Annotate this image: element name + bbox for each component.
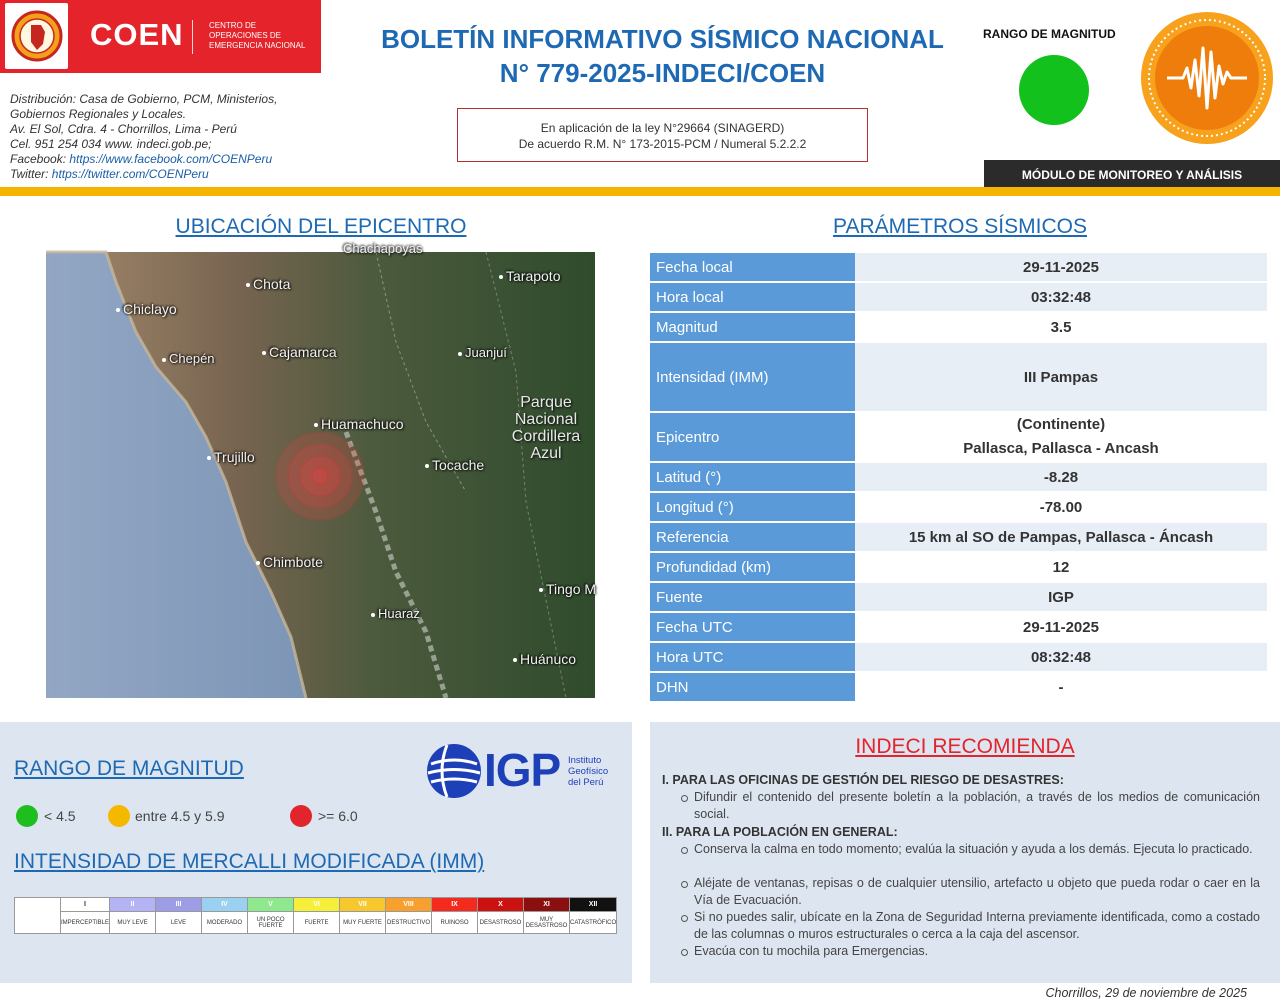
param-value: 15 km al SO de Pampas, Pallasca - Áncash — [855, 523, 1267, 551]
mercalli-desc-9: RUINOSO — [432, 912, 478, 934]
table-row — [650, 523, 1267, 551]
param-value: III Pampas — [855, 343, 1267, 411]
map-label-park: Parque Nacional Cordillera Azul — [511, 394, 581, 462]
logo-divider — [192, 20, 193, 54]
peru-emblem-logo — [5, 3, 68, 69]
magnitude-indicator — [1019, 55, 1089, 125]
param-value: 29-11-2025 — [855, 253, 1267, 281]
param-value: 03:32:48 — [855, 283, 1267, 311]
param-label: Hora local — [650, 283, 855, 311]
param-label: Hora UTC — [650, 643, 855, 671]
param-value: 3.5 — [855, 313, 1267, 341]
mercalli-grade-2: II — [110, 898, 156, 912]
mercalli-grade-3: III — [156, 898, 202, 912]
param-label: Referencia — [650, 523, 855, 551]
table-row — [650, 343, 1267, 411]
param-label: Fuente — [650, 583, 855, 611]
param-label: Epicentro — [650, 413, 855, 461]
param-label: Profundidad (km) — [650, 553, 855, 581]
table-row — [650, 313, 1267, 341]
mercalli-desc-10: DESASTROSO — [478, 912, 524, 934]
param-label: Fecha local — [650, 253, 855, 281]
twitter-link[interactable]: https://twitter.com/COENPeru — [51, 167, 209, 181]
legend-low-label: < 4.5 — [44, 808, 76, 824]
imm-legend-title: INTENSIDAD DE MERCALLI MODIFICADA (IMM) — [14, 850, 485, 873]
mercalli-desc-2: MUY LEVE — [110, 912, 156, 934]
footer-date: Chorrillos, 29 de noviembre de 2025 — [1045, 986, 1247, 1000]
list-item: Aléjate de ventanas, repisas o de cualquier utensilio, artefacto u objeto que pueda rodar o caer en la Vía de Evacuación. — [694, 876, 1260, 907]
param-value: (Continente) Pallasca, Pallasca - Ancash — [855, 413, 1267, 461]
table-row — [650, 613, 1267, 641]
legal-reference-box: En aplicación de la ley N°29664 (SINAGERD) De acuerdo R.M. N° 173-2015-PCM / Numeral 5.2.2.2 — [457, 108, 868, 162]
param-label: Magnitud — [650, 313, 855, 341]
globe-icon — [425, 742, 485, 800]
map-label-tocache: Tocache — [425, 457, 484, 473]
list-item: Si no puedes salir, ubícate en la Zona de Seguridad Interna previamente identificada, como a costado de las columnas o muros estructurales o cerca a la caja del ascensor. — [694, 910, 1260, 941]
legend-high-label: >= 6.0 — [318, 808, 358, 824]
map-label-chota: Chota — [246, 276, 290, 292]
param-value: IGP — [855, 583, 1267, 611]
mercalli-desc-7: MUY FUERTE — [340, 912, 386, 934]
header-divider-band — [0, 187, 1280, 196]
param-label: Intensidad (IMM) — [650, 343, 855, 411]
mercalli-grade-1: I — [61, 898, 110, 912]
mercalli-desc-5: UN POCO FUERTE — [248, 912, 294, 934]
map-label-tarapoto: Tarapoto — [499, 268, 560, 284]
table-row — [650, 583, 1267, 611]
magnitude-legend-title: RANGO DE MAGNITUD — [14, 757, 244, 780]
map-terrain — [46, 252, 595, 698]
recommendations-title: INDECI RECOMIENDA — [855, 735, 1075, 758]
mercalli-grade-8: VIII — [386, 898, 432, 912]
mercalli-grade-7: VII — [340, 898, 386, 912]
param-label: DHN — [650, 673, 855, 701]
bulletin-number: N° 779-2025-INDECI/COEN — [499, 58, 826, 88]
map-label-chepen: Chepén — [162, 351, 215, 366]
map-label-juanjui: Juanjuí — [458, 345, 507, 360]
mercalli-desc-3: LEVE — [156, 912, 202, 934]
yellow-dot-icon — [108, 805, 130, 827]
mercalli-desc-12: CATASTRÓFICO — [570, 912, 617, 934]
mercalli-scale-table — [14, 897, 617, 934]
mercalli-grade-12: XII — [570, 898, 617, 912]
table-row — [650, 493, 1267, 521]
mercalli-desc-6: FUERTE — [294, 912, 340, 934]
table-row — [650, 643, 1267, 671]
igp-logo: IGP Instituto Geofísico del Perú — [425, 742, 615, 800]
table-row — [650, 673, 1267, 701]
param-value: 12 — [855, 553, 1267, 581]
table-row — [650, 253, 1267, 281]
bulletin-title: BOLETÍN INFORMATIVO SÍSMICO NACIONAL — [381, 24, 944, 54]
seismic-parameters-table — [650, 251, 1267, 703]
mercalli-desc-4: MODERADO — [202, 912, 248, 934]
mercalli-grade-6: VI — [294, 898, 340, 912]
epicenter-section-title: UBICACIÓN DEL EPICENTRO — [175, 215, 467, 238]
map-label-chachapoyas: Chachapoyas — [336, 241, 423, 256]
mercalli-grade-4: IV — [202, 898, 248, 912]
mercalli-grade-11: XI — [524, 898, 570, 912]
map-label-huamachuco: Huamachuco — [314, 416, 404, 432]
red-dot-icon — [290, 805, 312, 827]
magnitude-range-label: RANGO DE MAGNITUD — [983, 27, 1116, 41]
module-banner: MÓDULO DE MONITOREO Y ANÁLISIS — [984, 160, 1280, 187]
map-label-tingo-maria: Tingo M — [539, 581, 596, 597]
param-value: 08:32:48 — [855, 643, 1267, 671]
mercalli-desc-11: MUY DESASTROSO — [524, 912, 570, 934]
param-label: Latitud (°) — [650, 463, 855, 491]
param-label: Fecha UTC — [650, 613, 855, 641]
mercalli-grade-10: X — [478, 898, 524, 912]
param-value: 29-11-2025 — [855, 613, 1267, 641]
distribution-info: Distribución: Casa de Gobierno, PCM, Ministerios, Gobiernos Regionales y Locales. Av. El Sol, Cdra. 4 - Chorrillos, Lima - Perú Cel. 951 254 034 www. indeci.gob.pe; Facebook: https://www.facebook.com/COENPeru Twitter: https://twitter.com/COENPeru — [10, 92, 278, 181]
legend-mid-label: entre 4.5 y 5.9 — [135, 808, 225, 824]
param-value: -78.00 — [855, 493, 1267, 521]
recommendations-body — [662, 772, 1260, 960]
table-row — [650, 283, 1267, 311]
mercalli-grade-9: IX — [432, 898, 478, 912]
param-label: Longitud (°) — [650, 493, 855, 521]
map-label-chimbote: Chimbote — [256, 554, 323, 570]
green-dot-icon — [16, 805, 38, 827]
map-label-trujillo: Trujillo — [207, 449, 255, 465]
map-label-huanuco: Huánuco — [513, 651, 576, 667]
epicenter-map[interactable] — [46, 241, 597, 698]
table-row — [650, 553, 1267, 581]
coen-logo-text: COEN — [90, 17, 184, 52]
facebook-link[interactable]: https://www.facebook.com/COENPeru — [69, 152, 273, 166]
list-item: Evacúa con tu mochila para Emergencias. — [694, 943, 1260, 960]
recommendations-heading-1: I. PARA LAS OFICINAS DE GESTIÓN DEL RIESGO DE DESASTRES: — [662, 773, 1064, 787]
list-item: Difundir el contenido del presente boletín a la población, a través de los medios de comunicación social. — [694, 790, 1260, 821]
table-row — [650, 413, 1267, 461]
mercalli-desc-8: DESTRUCTIVO — [386, 912, 432, 934]
list-item: Conserva la calma en todo momento; evalúa la situación y ayuda a los demás. Ejecuta lo practicado. — [694, 841, 1260, 858]
params-section-title: PARÁMETROS SÍSMICOS — [833, 215, 1087, 238]
param-value: - — [855, 673, 1267, 701]
seismograph-icon — [1139, 10, 1275, 146]
mercalli-desc-1: IMPERCEPTIBLE — [61, 912, 110, 934]
mercalli-grade-5: V — [248, 898, 294, 912]
recommendations-heading-2: II. PARA LA POBLACIÓN EN GENERAL: — [662, 825, 898, 839]
map-label-cajamarca: Cajamarca — [262, 344, 337, 360]
map-label-chiclayo: Chiclayo — [116, 301, 177, 317]
grado-label: GRADO — [15, 898, 61, 934]
param-value: -8.28 — [855, 463, 1267, 491]
coen-subtitle: CENTRO DE OPERACIONES DE EMERGENCIA NACIONAL — [209, 21, 306, 50]
table-row — [650, 463, 1267, 491]
map-label-huaraz: Huaraz — [371, 606, 420, 621]
